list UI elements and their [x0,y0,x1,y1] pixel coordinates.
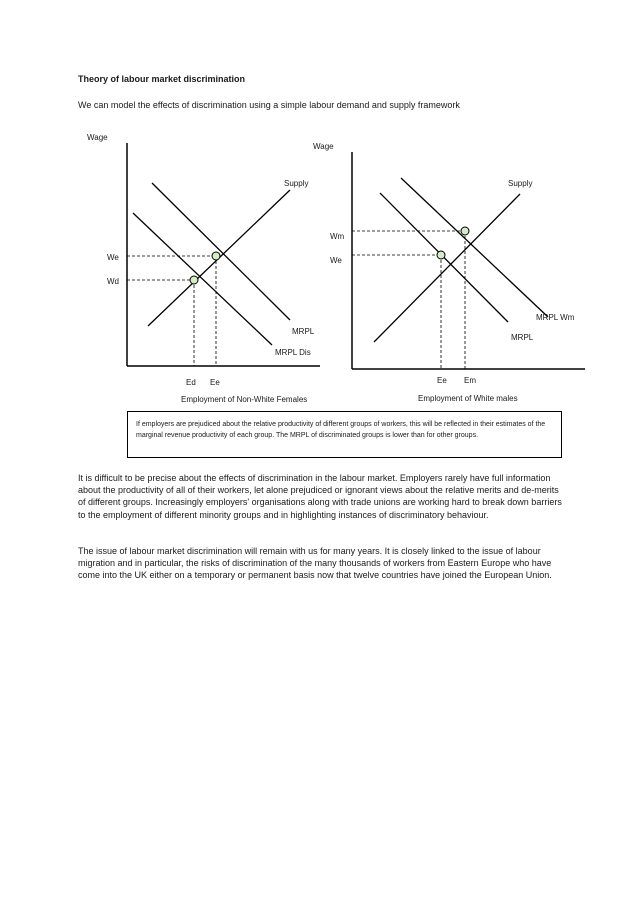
left-x-axis-caption: Employment of Non-White Females [181,395,308,404]
left-mrpl-dis-label: MRPL Dis [275,348,311,357]
right-mrpl-wm-curve [401,178,548,317]
right-ee-label: Ee [437,376,447,385]
right-x-axis-caption: Employment of White males [418,394,518,403]
body-paragraph: The issue of labour market discrimination will remain with us for many years. It is closely linked to the issue of labour migration and in particular, the risks of discrimination of the many thousands of workers from Eastern Europe who have come into the UK either on a temporary or permanent basis now that twelve countries have joined the European Union. [78,546,552,581]
left-equilibrium-point [212,252,220,260]
right-mrpl-label: MRPL [511,333,534,342]
left-we-label: We [107,253,119,262]
right-premium-equilibrium-point [461,227,469,235]
right-we-label: We [330,256,342,265]
right-equilibrium-point [437,251,445,259]
explanation-note-box: If employers are prejudiced about the relative productivity of different groups of workers, this will be reflected in their estimates of the marginal revenue productivity of each group. The MRPL of discriminated groups is lower than for other groups. [127,411,562,458]
right-em-label: Em [464,376,476,385]
right-chart [313,142,585,403]
left-wd-label: Wd [107,277,119,286]
right-mrpl-wm-label: MRPL Wm [536,313,575,322]
right-supply-label: Supply [508,179,533,188]
left-ed-label: Ed [186,378,196,387]
right-wm-label: Wm [330,232,345,241]
page-title: Theory of labour market discrimination [78,74,246,84]
left-supply-label: Supply [284,179,309,188]
left-discriminated-equilibrium-point [190,276,198,284]
body-paragraph: It is difficult to be precise about the effects of discrimination in the labour market. Employers rarely have full information about the productivity of all of their workers, let alone prejudiced or ignorant views about the relative merits and de-merits of different groups. Increasingly employers' organisations along with trade unions are working hard to break down barriers to the employment of different minority groups and in highlighting instances of discriminatory behaviour. [78,473,562,520]
left-y-axis-label: Wage [87,133,108,142]
left-mrpl-label: MRPL [292,327,315,336]
right-supply-curve [374,194,520,342]
labour-market-diagrams [0,0,638,410]
left-chart [87,133,320,404]
left-ee-label: Ee [210,378,220,387]
intro-text: We can model the effects of discrimination using a simple labour demand and supply framework [78,100,460,110]
right-y-axis-label: Wage [313,142,334,151]
